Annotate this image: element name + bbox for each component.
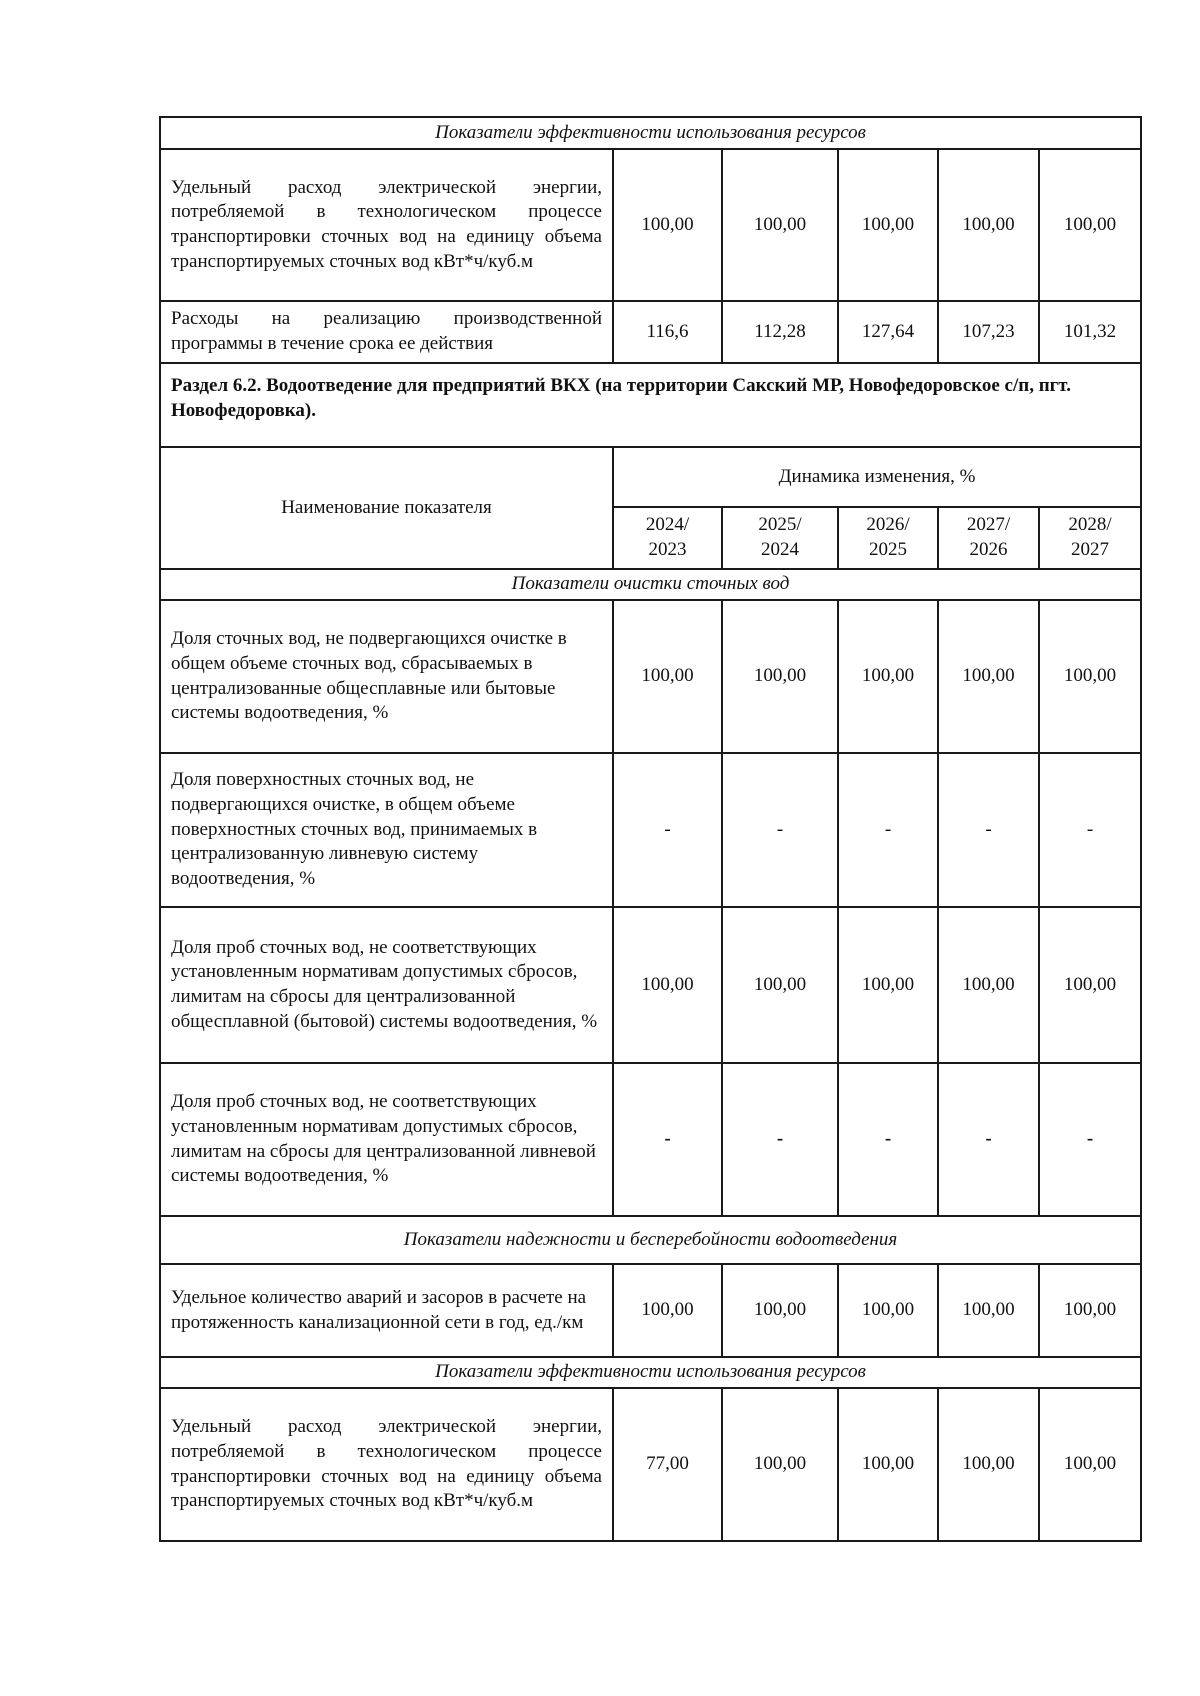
value-cell: - bbox=[1039, 753, 1141, 907]
value-cell: 100,00 bbox=[722, 1264, 838, 1357]
value-cell: 100,00 bbox=[938, 149, 1039, 301]
value-cell: 100,00 bbox=[722, 600, 838, 753]
value-cell: - bbox=[938, 1063, 1039, 1216]
value-cell: 100,00 bbox=[938, 907, 1039, 1063]
subheader-row bbox=[160, 569, 1141, 600]
indicator-name: Удельный расход электрической энергии, потребляемой в технологическом процессе транспортировки сточных вод на единицу объема транспортируемых сточных вод кВт*ч/куб.м bbox=[160, 1388, 613, 1541]
value-cell: - bbox=[938, 753, 1039, 907]
value-cell: - bbox=[613, 1063, 722, 1216]
year-header-bottom: 2026 bbox=[969, 539, 1008, 560]
value-cell: 107,23 bbox=[938, 301, 1039, 363]
table-row bbox=[160, 753, 1141, 907]
indicator-name: Доля проб сточных вод, не соответствующих установленным нормативам допустимых сбросов, лимитам на сбросы для централизованной общесплавной (бытовой) системы водоотведения, % bbox=[160, 907, 613, 1063]
value-cell: 100,00 bbox=[1039, 1264, 1141, 1357]
value-cell: 100,00 bbox=[838, 149, 938, 301]
value-cell: - bbox=[838, 753, 938, 907]
value-cell: 116,6 bbox=[613, 301, 722, 363]
table-row bbox=[160, 149, 1141, 301]
subheader-row bbox=[160, 117, 1141, 149]
subheader-wastewater-treatment: Показатели очистки сточных вод bbox=[160, 569, 1141, 600]
indicator-name: Расходы на реализацию производственной программы в течение срока ее действия bbox=[160, 301, 613, 363]
column-header-dynamics: Динамика изменения, % bbox=[613, 447, 1141, 507]
subheader-row bbox=[160, 1216, 1141, 1264]
subheader-row bbox=[160, 1357, 1141, 1388]
year-header-bottom: 2023 bbox=[648, 539, 687, 560]
value-cell: 100,00 bbox=[838, 907, 938, 1063]
value-cell: 100,00 bbox=[1039, 1388, 1141, 1541]
value-cell: 77,00 bbox=[613, 1388, 722, 1541]
indicator-name: Удельный расход электрической энергии, потребляемой в технологическом процессе транспортировки сточных вод на единицу объема транспортируемых сточных вод кВт*ч/куб.м bbox=[160, 149, 613, 301]
value-cell: 100,00 bbox=[938, 600, 1039, 753]
indicator-name: Удельное количество аварий и засоров в расчете на протяженность канализационной сети в год, ед./км bbox=[160, 1264, 613, 1357]
value-cell: 100,00 bbox=[613, 1264, 722, 1357]
table-row bbox=[160, 1388, 1141, 1541]
indicator-name: Доля сточных вод, не подвергающихся очистке в общем объеме сточных вод, сбрасываемых в централизованные общесплавные или бытовые системы водоотведения, % bbox=[160, 600, 613, 753]
value-cell: 100,00 bbox=[1039, 907, 1141, 1063]
value-cell: - bbox=[838, 1063, 938, 1216]
year-header bbox=[722, 507, 838, 569]
table-row bbox=[160, 907, 1141, 1063]
year-header-top: 2024/ bbox=[645, 514, 690, 536]
year-header-bottom: 2027 bbox=[1071, 539, 1110, 560]
year-header-top: 2026/ bbox=[866, 514, 910, 536]
section-row bbox=[160, 363, 1141, 447]
value-cell: - bbox=[722, 1063, 838, 1216]
header-row bbox=[160, 447, 1141, 507]
indicators-table bbox=[159, 116, 1142, 1542]
value-cell: 100,00 bbox=[838, 1388, 938, 1541]
year-header bbox=[613, 507, 722, 569]
year-header bbox=[938, 507, 1039, 569]
table-row bbox=[160, 1264, 1141, 1357]
value-cell: 100,00 bbox=[938, 1388, 1039, 1541]
value-cell: 100,00 bbox=[613, 907, 722, 1063]
value-cell: - bbox=[613, 753, 722, 907]
value-cell: 100,00 bbox=[613, 600, 722, 753]
subheader-reliability: Показатели надежности и бесперебойности водоотведения bbox=[160, 1216, 1141, 1264]
value-cell: 101,32 bbox=[1039, 301, 1141, 363]
value-cell: 127,64 bbox=[838, 301, 938, 363]
indicator-name: Доля проб сточных вод, не соответствующих установленным нормативам допустимых сбросов, лимитам на сбросы для централизованной ливневой системы водоотведения, % bbox=[160, 1063, 613, 1216]
year-header bbox=[1039, 507, 1141, 569]
value-cell: 100,00 bbox=[938, 1264, 1039, 1357]
value-cell: 100,00 bbox=[613, 149, 722, 301]
table-row bbox=[160, 600, 1141, 753]
table-row bbox=[160, 1063, 1141, 1216]
subheader-resource-efficiency-top: Показатели эффективности использования ресурсов bbox=[160, 117, 1141, 149]
indicator-name: Доля поверхностных сточных вод, не подвергающихся очистке, в общем объеме поверхностных сточных вод, принимаемых в централизованную ливневую систему водоотведения, % bbox=[160, 753, 613, 907]
value-cell: 100,00 bbox=[722, 1388, 838, 1541]
value-cell: 100,00 bbox=[1039, 600, 1141, 753]
value-cell: 100,00 bbox=[838, 600, 938, 753]
value-cell: 100,00 bbox=[838, 1264, 938, 1357]
value-cell: - bbox=[722, 753, 838, 907]
year-header-bottom: 2024 bbox=[761, 539, 799, 560]
value-cell: 100,00 bbox=[722, 149, 838, 301]
value-cell: 100,00 bbox=[722, 907, 838, 1063]
subheader-resource-efficiency: Показатели эффективности использования ресурсов bbox=[160, 1357, 1141, 1388]
section-title: Раздел 6.2. Водоотведение для предприятий ВКХ (на территории Сакский МР, Новофедоровское с/п, пгт. Новофедоровка). bbox=[160, 363, 1141, 447]
year-header-top: 2028/ bbox=[1068, 514, 1112, 536]
year-header-top: 2025/ bbox=[758, 514, 802, 536]
value-cell: - bbox=[1039, 1063, 1141, 1216]
value-cell: 112,28 bbox=[722, 301, 838, 363]
table-row bbox=[160, 301, 1141, 363]
value-cell: 100,00 bbox=[1039, 149, 1141, 301]
year-header-bottom: 2025 bbox=[869, 539, 907, 560]
year-header bbox=[838, 507, 938, 569]
year-header-top: 2027/ bbox=[966, 514, 1011, 536]
column-header-name: Наименование показателя bbox=[160, 447, 613, 569]
